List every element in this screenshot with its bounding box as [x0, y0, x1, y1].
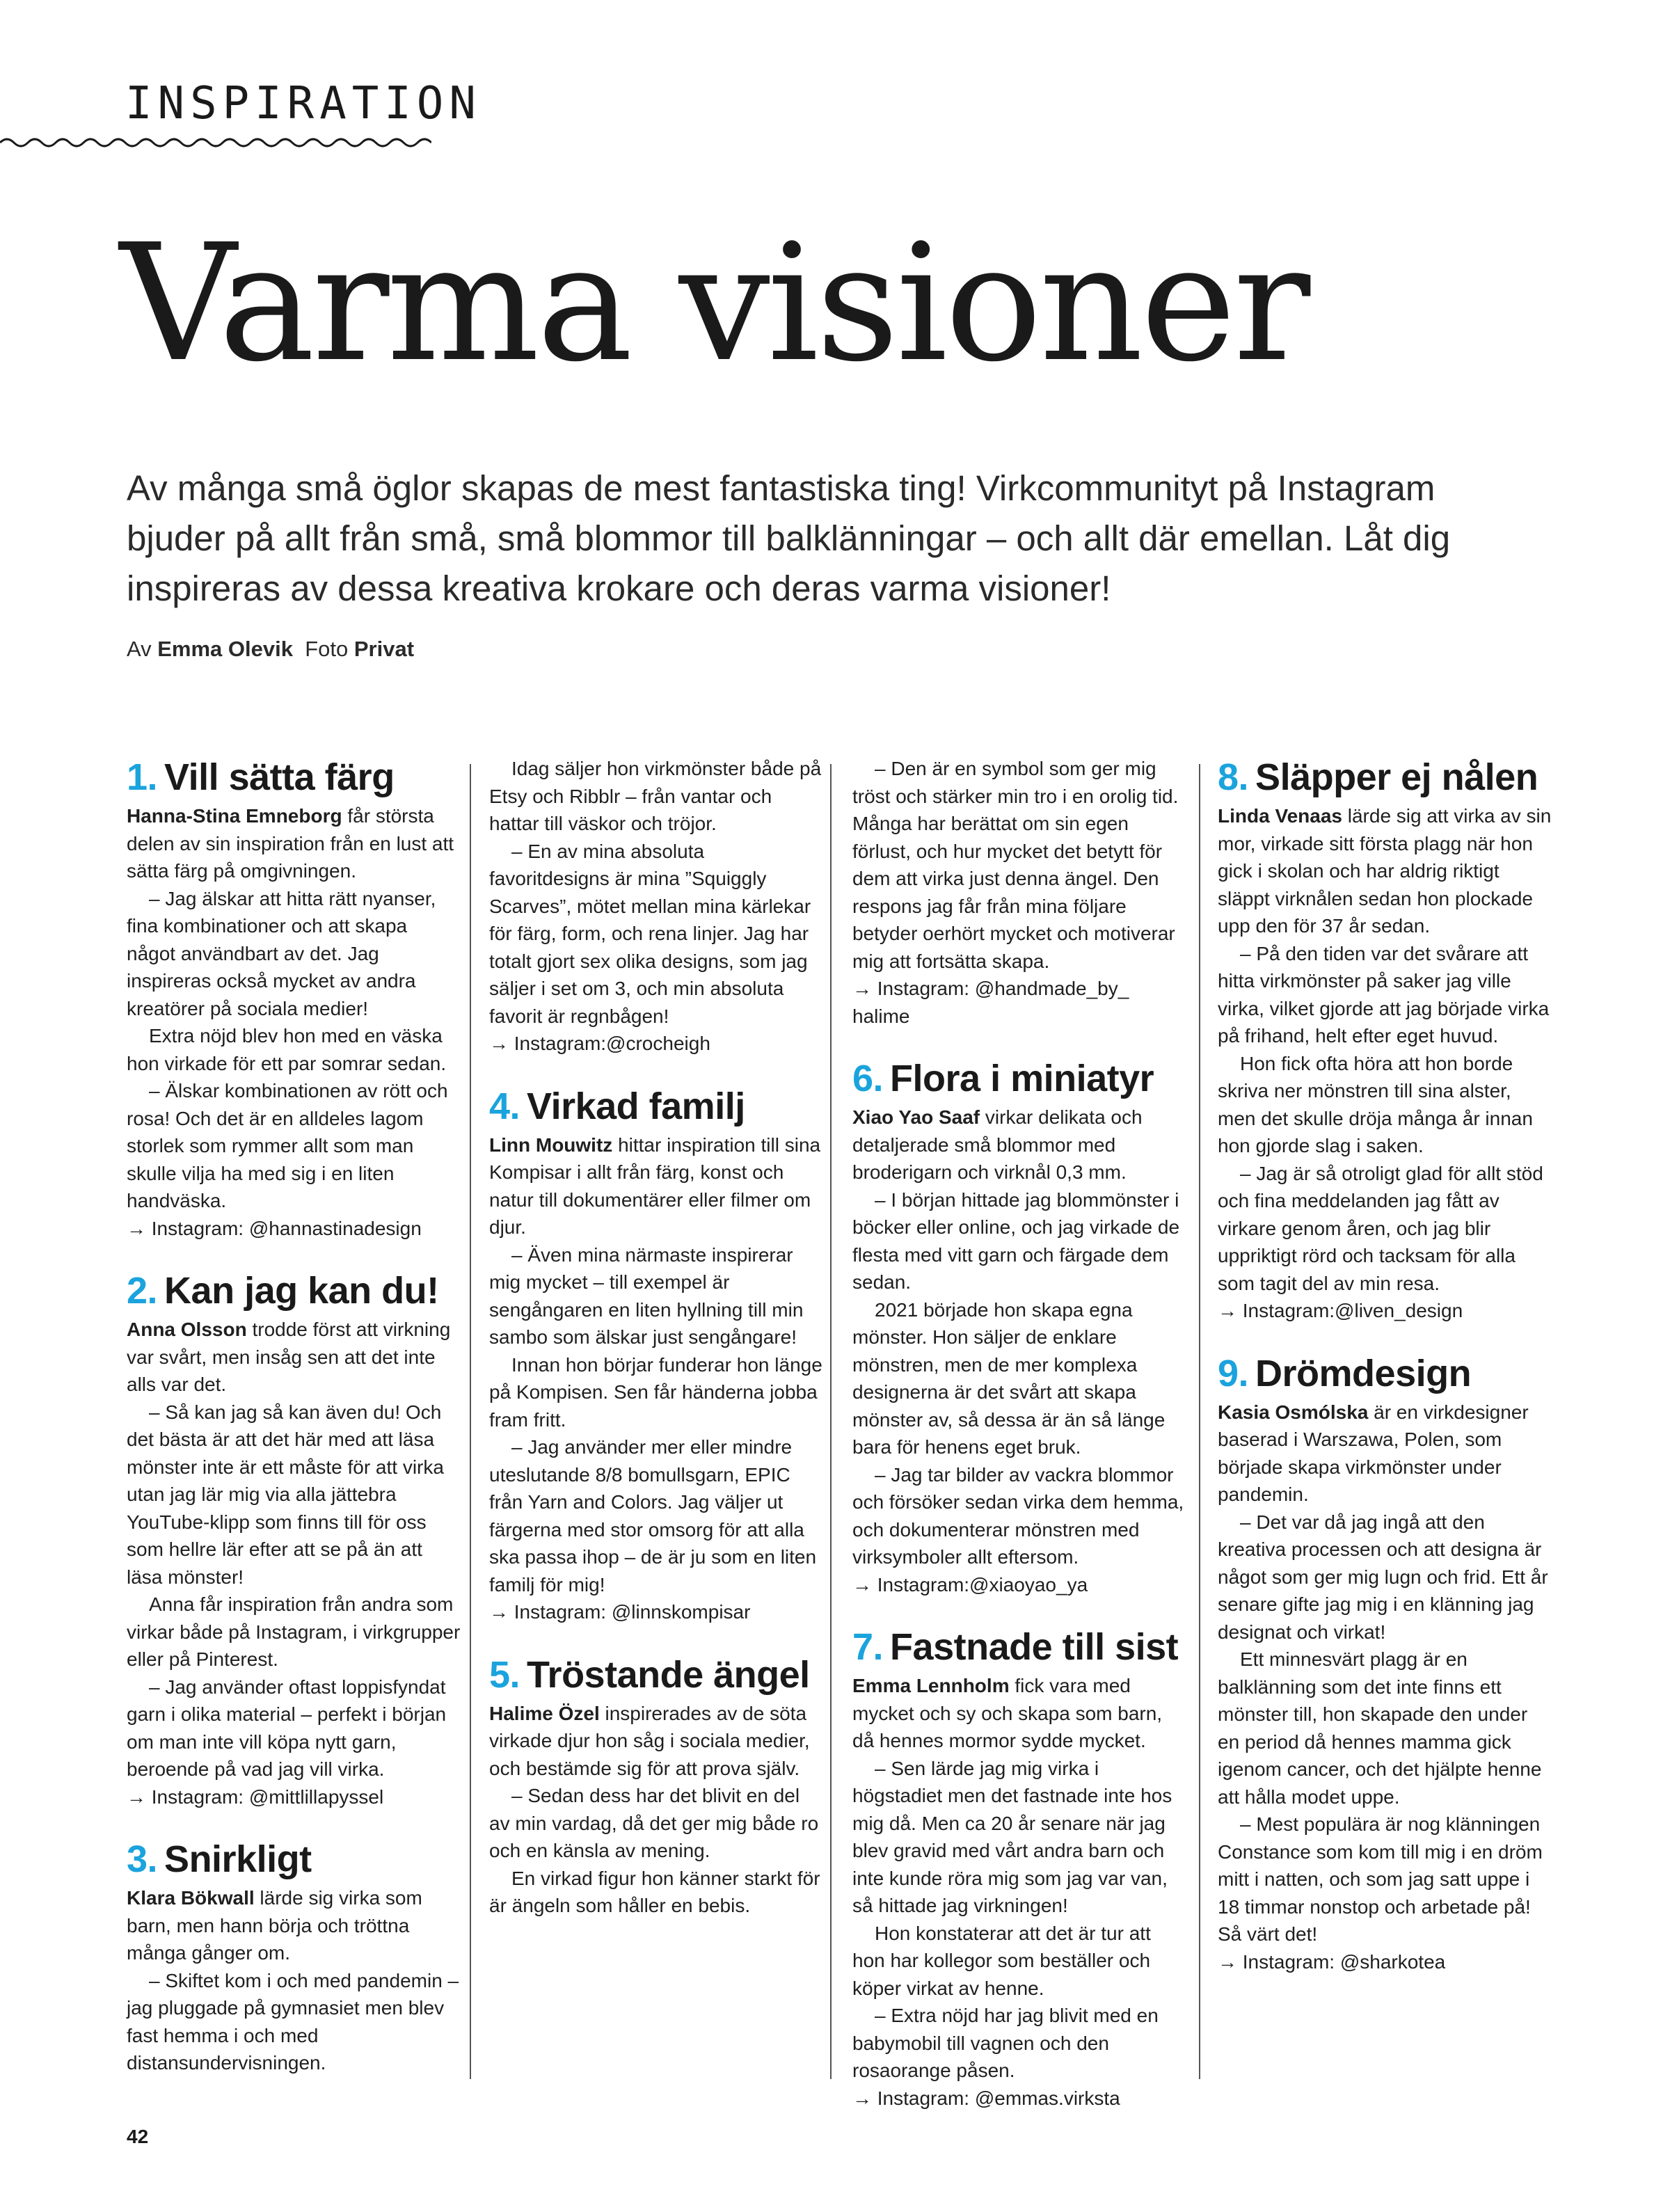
- column-rule-3: [1199, 764, 1200, 2079]
- wave-divider: [0, 132, 431, 153]
- paragraph: Idag säljer hon virkmönster både på Etsy och Ribblr – från vantar och hattar till väskor och tröjor.: [489, 758, 822, 834]
- paragraph: – Den är en symbol som ger mig tröst och stärker min tro i en orolig tid. Många har berättat om sin egen förlust, och hur mycket det betytt för dem att virka just denna ängel. Den respons jag får från mina följare betyder oerhört mycket och motiverar mig att fortsätta skapa.: [852, 758, 1179, 972]
- section-7-lead: [852, 1672, 1186, 1755]
- section-number: 7.: [852, 1626, 884, 1668]
- section-5-heading: [489, 1653, 823, 1697]
- person-name: Anna Olsson: [127, 1319, 247, 1340]
- lead-text: är en virkdesigner baserad i Warszawa, Polen, som började skapa virkmönster under pandemin.: [1218, 1401, 1529, 1505]
- instagram-handle: → Instagram: @handmade_by_ halime: [852, 975, 1186, 1030]
- column-2: [489, 755, 823, 1920]
- lead-text: hittar inspiration till sina Kompisar i allt från färg, konst och natur till dokumentärer eller filmer om djur.: [489, 1133, 821, 1238]
- paragraph: Innan hon börjar funderar hon länge på Kompisen. Sen får händerna jobba fram fritt.: [489, 1353, 822, 1431]
- paragraph: 2021 började hon skapa egna mönster. Hon säljer de enklare mönstren, men de mer komplexa designerna är det svårt att skapa mönster av, så dessa är än så länge bara för henens eget bruk.: [852, 1298, 1166, 1458]
- section-title: Tröstande ängel: [527, 1653, 810, 1696]
- paragraph: Extra nöjd blev hon med en väska hon virkade för ett par somrar sedan.: [127, 1025, 447, 1074]
- paragraph: – Jag använder oftast loppisfyndat garn i olika material – perfekt i början om man inte vill köpa nytt garn, beroende på vad jag vill virka.: [127, 1676, 447, 1780]
- article-title: Varma visioner: [120, 209, 1308, 397]
- section-number: 3.: [127, 1838, 158, 1880]
- section-title: Virkad familj: [527, 1085, 745, 1127]
- section-8-lead: [1218, 802, 1552, 940]
- person-name: Hanna-Stina Emneborg: [127, 805, 342, 827]
- byline: [127, 637, 414, 662]
- column-rule-1: [470, 764, 471, 2079]
- paragraph: – Jag tar bilder av vackra blommor och försöker sedan virka dem hemma, och dokumenterar mönstren med virksymboler allt eftersom.: [852, 1463, 1184, 1568]
- person-name: Linn Mouwitz: [489, 1133, 613, 1156]
- person-name: Emma Lennholm: [852, 1675, 1010, 1696]
- paragraph: Hon fick ofta höra att hon borde skriva ner mönstren till sina alster, men det skulle dröja många år innan hon gjorde slag i saken.: [1218, 1052, 1533, 1156]
- section-9-heading: [1218, 1351, 1552, 1396]
- paragraph: – Sedan dess har det blivit en del av min vardag, då det ger mig både ro och en känsla av mening.: [489, 1785, 819, 1861]
- section-1-heading: [127, 755, 461, 799]
- section-title: Drömdesign: [1255, 1352, 1472, 1394]
- section-2-heading: [127, 1268, 461, 1313]
- paragraph: – Jag älskar att hitta rätt nyanser, fina kombinationer och att skapa något användbart av det. Jag inspireras också mycket av andra kreatörer på sociala medier!: [127, 887, 436, 1019]
- byline-photo-label: Foto: [305, 637, 349, 661]
- paragraph: – Extra nöjd har jag blivit med en babymobil till vagnen och den rosaorange påsen.: [852, 2005, 1159, 2081]
- lead-text: fick vara med mycket och sy och skapa som barn, då hennes mormor sydde mycket.: [852, 1675, 1163, 1751]
- paragraph: Anna får inspiration från andra som virkar både på Instagram, i virkgrupper eller på Pinterest.: [127, 1593, 461, 1670]
- section-title: Kan jag kan du!: [164, 1270, 439, 1312]
- lead-text: virkar delikata och detaljerade små blommor med broderigarn och virknål 0,3 mm.: [852, 1106, 1143, 1183]
- paragraph: – Så kan jag så kan även du! Och det bästa är att det här med att läsa mönster inte är ett måste för att virka utan jag lär mig via alla jättebra YouTube-klipp som finns till för oss som hellre lär efter att se på än att läsa mönster!: [127, 1401, 444, 1588]
- byline-by-label: Av: [127, 637, 152, 661]
- paragraph: – Jag använder mer eller mindre uteslutande 8/8 bomullsgarn, EPIC från Yarn and Colors. Jag väljer ut färgerna med stor omsorg för att alla ska passa ihop – de är ju som en liten familj för mig!: [489, 1436, 817, 1596]
- column-1: [127, 755, 461, 2077]
- section-2-lead: [127, 1316, 461, 1399]
- section-number: 8.: [1218, 756, 1249, 798]
- section-number: 6.: [852, 1058, 884, 1099]
- person-name: Halime Özel: [489, 1702, 600, 1724]
- paragraph: – En av mina absoluta favoritdesigns är mina ”Squiggly Scarves”, mötet mellan mina kärlekar för färg, form, och rena linjer. Jag har totalt gjort sex olika designs, som jag säljer i set om 3, och min absoluta favorit är regnbågen!: [489, 840, 811, 1027]
- instagram-handle: → Instagram:@liven_design: [1218, 1297, 1552, 1325]
- section-5-lead: [489, 1700, 823, 1783]
- person-name: Klara Bökwall: [127, 1887, 255, 1909]
- section-6-lead: [852, 1104, 1186, 1186]
- paragraph: – Älskar kombinationen av rött och rosa! Och det är en alldeles lagom storlek som rymmer allt som man skulle vilja ha med sig i en liten handväska.: [127, 1080, 448, 1211]
- instagram-handle: → Instagram: @mittlillapyssel: [127, 1783, 461, 1811]
- instagram-handle: → Instagram:@crocheigh: [489, 1030, 823, 1058]
- section-title: Flora i miniatyr: [890, 1058, 1154, 1099]
- paragraph: En virkad figur hon känner starkt för är ängeln som håller en bebis.: [489, 1867, 820, 1916]
- page-number: 42: [127, 2126, 149, 2147]
- section-3-heading: [127, 1837, 461, 1881]
- section-title: Släpper ej nålen: [1255, 756, 1538, 798]
- section-title: Fastnade till sist: [890, 1626, 1179, 1668]
- paragraph: – Sen lärde jag mig virka i högstadiet men det fastnade inte hos mig då. Men ca 20 år senare när jag blev gravid med vårt andra barn och inte kunde röra mig som jag var van, så hittade jag virkningen!: [852, 1757, 1172, 1916]
- section-4-lead: [489, 1131, 823, 1241]
- section-number: 9.: [1218, 1352, 1249, 1394]
- instagram-handle: → Instagram: @hannastinadesign: [127, 1215, 461, 1243]
- section-1-lead: [127, 802, 461, 885]
- person-name: Linda Venaas: [1218, 805, 1342, 827]
- section-9-lead: [1218, 1399, 1552, 1509]
- section-tag: INSPIRATION: [125, 78, 482, 129]
- paragraph: – På den tiden var det svårare att hitta virkmönster på saker jag ville virka, vilket gjorde att jag började virka på frihand, helt efter eget huvud.: [1218, 942, 1550, 1047]
- section-title: Snirkligt: [164, 1838, 312, 1880]
- column-rule-2: [830, 764, 832, 2079]
- section-title: Vill sätta färg: [164, 756, 395, 798]
- person-name: Kasia Osmólska: [1218, 1401, 1369, 1423]
- instagram-handle: → Instagram: @linnskompisar: [489, 1598, 823, 1626]
- paragraph: Hon konstaterar att det är tur att hon har kollegor som beställer och köper virkat av henne.: [852, 1922, 1151, 1999]
- paragraph: Ett minnesvärt plagg är en balklänning som det inte finns ett mönster till, hon skapade den under en period då hennes mamma gick igenom cancer, och det hjälpte henne att hålla modet uppe.: [1218, 1648, 1542, 1808]
- section-8-heading: [1218, 755, 1552, 799]
- byline-author: Emma Olevik: [157, 637, 293, 661]
- instagram-handle: → Instagram: @emmas.virksta: [852, 2085, 1186, 2112]
- section-3-lead: [127, 1884, 461, 1967]
- column-3: [852, 755, 1186, 2112]
- instagram-handle: → Instagram: @sharkotea: [1218, 1948, 1552, 1976]
- lead-text: lärde sig virka som barn, men hann börja och tröttna många gånger om.: [127, 1887, 422, 1964]
- lead-text: trodde först att virkning var svårt, men insåg sen att det inte alls var det.: [127, 1319, 451, 1395]
- paragraph: – Skiftet kom i och med pandemin – jag pluggade på gymnasiet men blev fast hemma i och med distansundervisningen.: [127, 1969, 459, 2074]
- instagram-handle: → Instagram:@xiaoyao_ya: [852, 1571, 1186, 1599]
- lead-text: får största delen av sin inspiration från en lust att sätta färg på omgivningen.: [127, 805, 454, 882]
- section-number: 2.: [127, 1270, 158, 1312]
- section-4-heading: [489, 1084, 823, 1129]
- section-number: 1.: [127, 756, 158, 798]
- article-intro: Av många små öglor skapas de mest fantastiska ting! Virkcommunityt på Instagram bjuder på allt från små, små blommor till balklänningar – och allt där emellan. Låt dig inspireras av dessa kreativa krokare och deras varma visioner!: [127, 468, 1451, 608]
- byline-photographer: Privat: [353, 637, 415, 661]
- section-number: 4.: [489, 1085, 520, 1127]
- paragraph: – I början hittade jag blommönster i böcker eller online, och jag virkade de flesta med vitt garn och färgade dem sedan.: [852, 1188, 1180, 1293]
- lead-text: lärde sig att virka av sin mor, virkade sitt första plagg när hon gick i skolan och har aldrig riktigt släppt virknålen sedan hon plockade upp den för 37 år sedan.: [1218, 805, 1552, 937]
- section-6-heading: [852, 1056, 1186, 1101]
- person-name: Xiao Yao Saaf: [852, 1106, 980, 1128]
- paragraph: – Även mina närmaste inspirerar mig mycket – till exempel är sengångaren en liten hyllning till min sambo som älskar just sengångare!: [489, 1243, 804, 1348]
- paragraph: – Det var då jag ingå att den kreativa processen och att designa är något som ger mig lugn och frid. Ett år senare gifte jag mig i en klänning jag designat och virkat!: [1218, 1511, 1548, 1643]
- paragraph: – Jag är så otroligt glad för allt stöd och fina meddelanden jag fått av virkare genom åren, och jag blir uppriktigt rörd och tacksam för alla som tagit del av min resa.: [1218, 1162, 1543, 1294]
- paragraph: – Mest populära är nog klänningen Constance som kom till mig i en dröm mitt i natten, och som jag satt uppe i 18 timmar nonstop och arbetade på! Så värt det!: [1218, 1813, 1543, 1945]
- section-number: 5.: [489, 1653, 520, 1696]
- column-4: [1218, 755, 1552, 1975]
- section-7-heading: [852, 1625, 1186, 1669]
- lead-text: inspirerades av de söta virkade djur hon såg i sociala medier, och bestämde sig för att prova själv.: [489, 1702, 810, 1779]
